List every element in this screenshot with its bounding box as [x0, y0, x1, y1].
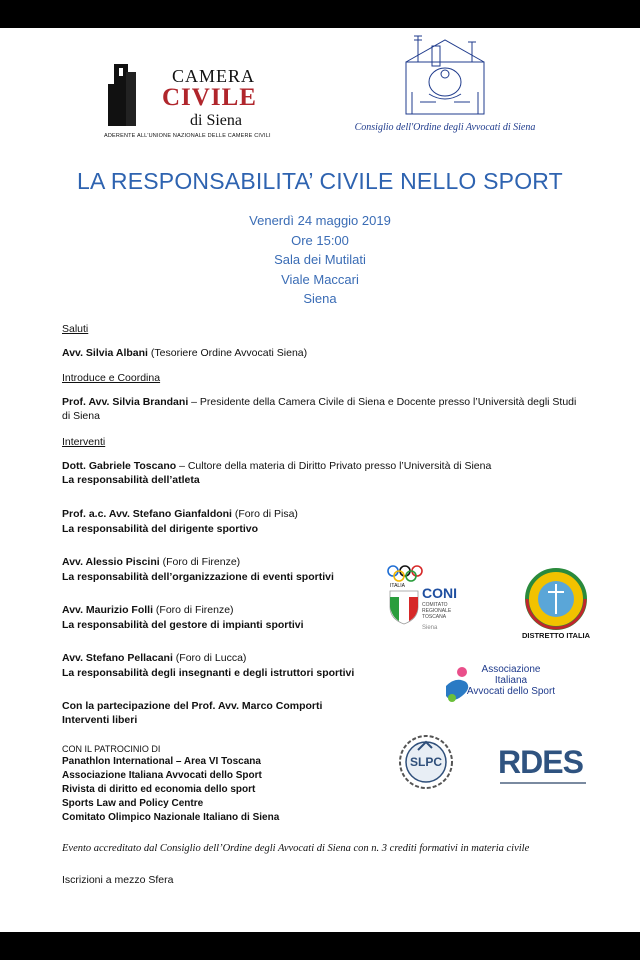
camera-civile-logo — [104, 62, 274, 139]
panathlon-emblem-icon — [518, 568, 594, 630]
accredito-note: Evento accreditato dal Consiglio dell’Ordine degli Avvocati di Siena con n. 3 crediti formativi in materia civile — [62, 843, 530, 854]
distretto-label: DISTRETTO ITALIA — [521, 631, 591, 640]
coni-sub1: COMITATO — [422, 602, 448, 608]
ordine-caption: Consiglio dell'Ordine degli Avvocati di Siena — [354, 122, 536, 133]
distretto-italia-logo — [518, 568, 594, 646]
partecipazione-text: Con la partecipazione del Prof. Avv. Marco Comporti — [62, 700, 323, 712]
flyer-page — [0, 28, 640, 932]
patrocinio-item: Rivista di diritto ed economia dello sport — [62, 784, 256, 795]
saluti-name: Avv. Silvia Albani — [62, 347, 148, 359]
speaker-5-topic: La responsabilità degli insegnanti e degli istruttori sportivi — [62, 667, 355, 679]
ordine-avvocati-logo — [340, 32, 550, 142]
olympic-rings-icon — [386, 565, 426, 583]
interventi-liberi: Interventi liberi — [62, 714, 138, 726]
speaker-2 — [62, 507, 298, 521]
patrocinio-item: Sports Law and Policy Centre — [62, 798, 204, 809]
tower-icon — [104, 62, 140, 126]
speaker-1 — [62, 459, 491, 473]
coni-sub2: REGIONALE — [422, 608, 452, 614]
rdes-label: RDES — [498, 744, 583, 780]
saluti-role: (Tesoriere Ordine Avvocati Siena) — [147, 347, 308, 359]
speaker-name: Avv. Maurizio Folli — [62, 604, 154, 616]
speaker-4-topic: La responsabilità del gestore di impianti sportivi — [62, 619, 304, 631]
speaker-name: Avv. Stefano Pellacani — [62, 652, 173, 664]
intro-role: – Presidente della Camera Civile di Siena e Docente presso l’Università degli Studi di Siena — [62, 396, 577, 422]
event-time: Ore 15:00 — [291, 232, 349, 248]
patrocinio-label: CON IL PATROCINIO DI — [62, 744, 161, 754]
speaker-role: (Foro di Lucca) — [172, 652, 247, 664]
coni-sub3: TOSCANA — [422, 614, 447, 620]
speaker-role: (Foro di Firenze) — [153, 604, 234, 616]
speaker-1-topic: La responsabilità dell’atleta — [62, 474, 200, 486]
event-details — [0, 211, 640, 309]
speaker-3-topic: La responsabilità dell’organizzazione di eventi sportivi — [62, 571, 334, 583]
patrocinio-item: Comitato Olimpico Nazionale Italiano di Siena — [62, 812, 280, 823]
event-date: Venerdì 24 maggio 2019 — [249, 213, 391, 228]
event-street: Viale Maccari — [281, 271, 359, 287]
camera-subtitle: ADERENTE ALL'UNIONE NAZIONALE DELLE CAMERE CIVILI — [104, 133, 271, 139]
intro-name: Prof. Avv. Silvia Brandani — [62, 396, 189, 408]
coni-title: CONI — [422, 585, 457, 601]
speaker-5 — [62, 651, 246, 665]
coni-logo — [384, 563, 484, 643]
speaker-name: Dott. Gabriele Toscano — [62, 460, 177, 472]
camera-line1: CAMERA — [172, 66, 256, 86]
intro-label: Introduce e Coordina — [62, 372, 161, 384]
speaker-role: (Foro di Pisa) — [231, 508, 298, 520]
speaker-name: Prof. a.c. Avv. Stefano Gianfaldoni — [62, 508, 232, 520]
aias-line2: Italiana — [494, 675, 528, 686]
camera-line2: CIVILE — [162, 84, 257, 111]
iscrizioni-text: Iscrizioni a mezzo Sfera — [62, 874, 174, 886]
interventi-label: Interventi — [62, 436, 106, 448]
coni-subtitle — [422, 602, 451, 620]
rdes-logo — [498, 744, 588, 788]
speaker-role: (Foro di Firenze) — [159, 556, 241, 568]
rdes-underline — [500, 782, 586, 784]
aias-line1: Associazione — [481, 664, 541, 675]
siena-emblem-icon — [340, 32, 550, 122]
patrocinio-item: Panathlon International – Area VI Toscana — [62, 756, 261, 767]
speaker-name: Avv. Alessio Piscini — [62, 556, 160, 568]
saluti-label: Saluti — [62, 323, 89, 335]
event-room: Sala dei Mutilati — [274, 252, 366, 267]
event-city: Siena — [303, 291, 337, 306]
intro-entry — [62, 395, 582, 423]
event-title: LA RESPONSABILITA’ CIVILE NELLO SPORT — [77, 168, 563, 194]
coni-italia: ITALIA — [390, 583, 405, 589]
speaker-role: – Cultore della materia di Diritto Privato presso l’Università di Siena — [176, 460, 492, 472]
aias-line3: Avvocati dello Sport — [466, 686, 556, 697]
speaker-2-topic: La responsabilità del dirigente sportivo — [62, 523, 259, 535]
patrocinio-item: Associazione Italiana Avvocati dello Sport — [62, 770, 262, 781]
camera-line3: di Siena — [190, 112, 242, 129]
slpc-logo — [396, 732, 456, 792]
speaker-4 — [62, 603, 234, 617]
aias-logo — [442, 664, 562, 708]
italia-shield-icon — [388, 587, 420, 625]
slpc-label: SLPC — [409, 755, 442, 769]
saluti-entry — [62, 346, 307, 360]
aias-text — [456, 664, 566, 697]
coni-city: Siena — [422, 625, 438, 631]
speaker-3 — [62, 555, 240, 569]
